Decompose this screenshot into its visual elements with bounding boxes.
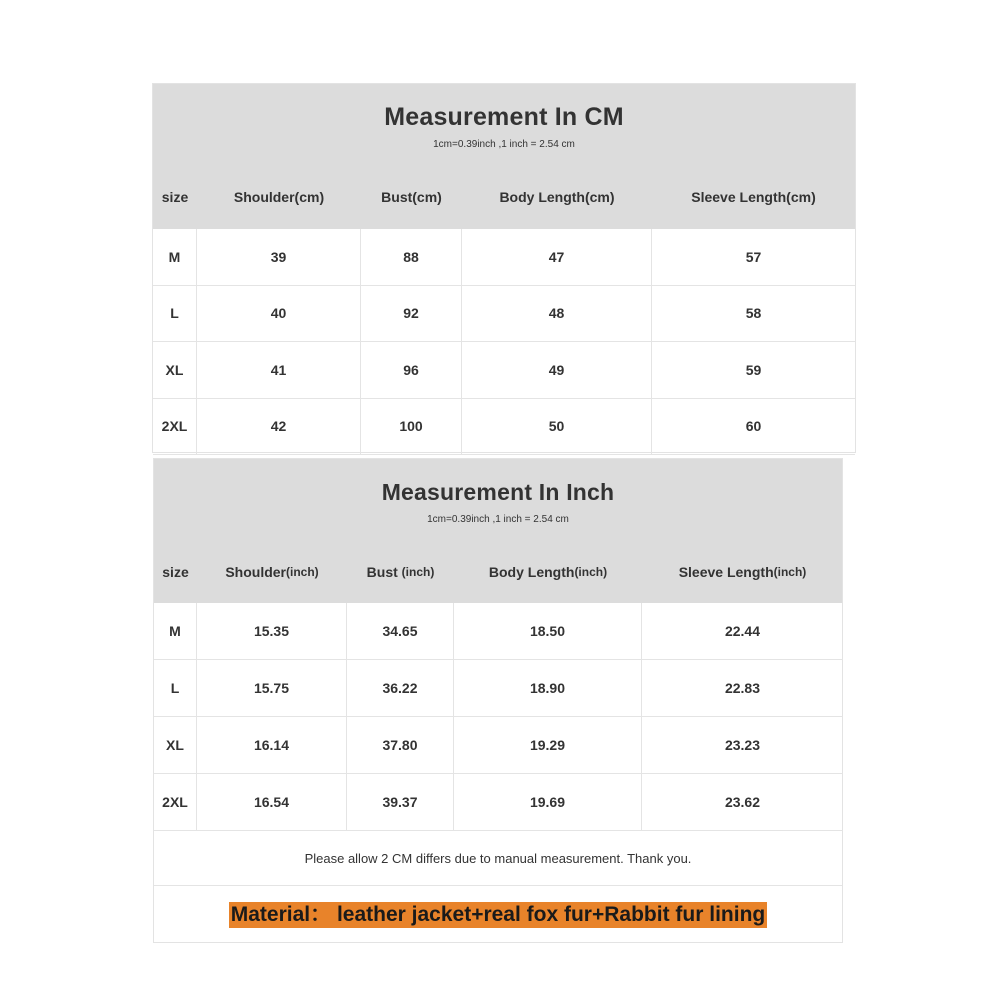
body-length-cell: 47 (462, 229, 652, 286)
table-row (153, 286, 855, 343)
inch-column-headers (154, 547, 842, 597)
cm-table-body (153, 229, 855, 455)
sleeve-length-cell: 22.44 (642, 603, 843, 660)
body-length-cell: 49 (462, 342, 652, 399)
size-cell: XL (154, 717, 197, 774)
column-header-shoulder: Shoulder(cm) (233, 189, 325, 205)
size-cell: M (153, 229, 197, 286)
table-row (153, 342, 855, 399)
shoulder-cell: 16.54 (197, 774, 347, 831)
column-header-unit: (inch) (773, 565, 807, 579)
cm-chart-title: Measurement In CM (384, 103, 624, 131)
bust-cell: 34.65 (347, 603, 454, 660)
size-cell: 2XL (153, 399, 197, 456)
column-header-body-length (454, 547, 642, 597)
column-header-unit: (inch) (286, 565, 319, 579)
column-header-bust (347, 547, 454, 597)
shoulder-cell: 16.14 (197, 717, 347, 774)
inch-size-chart (153, 458, 843, 943)
bust-cell: 92 (361, 286, 462, 343)
inch-chart-subtitle: 1cm=0.39inch ,1 inch = 2.54 cm (427, 514, 569, 525)
body-length-cell: 48 (462, 286, 652, 343)
cm-column-headers (153, 172, 855, 222)
bust-cell: 88 (361, 229, 462, 286)
column-header-unit: (inch) (574, 565, 608, 579)
table-row (154, 660, 842, 717)
bust-cell: 37.80 (347, 717, 454, 774)
shoulder-cell: 15.75 (197, 660, 347, 717)
body-length-cell: 19.29 (454, 717, 642, 774)
sleeve-length-cell: 60 (652, 399, 855, 456)
cm-size-chart (152, 83, 856, 453)
shoulder-cell: 15.35 (197, 603, 347, 660)
table-row (153, 399, 855, 456)
sleeve-length-cell: 59 (652, 342, 855, 399)
table-row (154, 774, 842, 831)
column-header-label: Shoulder (225, 564, 286, 580)
bust-cell: 36.22 (347, 660, 454, 717)
size-cell: L (154, 660, 197, 717)
inch-chart-header (154, 459, 842, 603)
table-row (154, 603, 842, 660)
inch-table-body (154, 603, 842, 831)
sleeve-length-cell: 57 (652, 229, 855, 286)
body-length-cell: 19.69 (454, 774, 642, 831)
column-header-bust: Bust(cm) (381, 189, 442, 205)
cm-chart-header (153, 84, 855, 229)
bust-cell: 100 (361, 399, 462, 456)
table-row (153, 229, 855, 286)
column-header-size (154, 547, 197, 597)
size-cell: 2XL (154, 774, 197, 831)
column-header-label: Bust (366, 564, 402, 580)
inch-chart-title: Measurement In Inch (381, 479, 615, 505)
bust-cell: 96 (361, 342, 462, 399)
column-header-label: Body Length (488, 564, 575, 580)
column-header-body-length: Body Length(cm) (499, 189, 615, 205)
size-cell: L (153, 286, 197, 343)
sleeve-length-cell: 23.23 (642, 717, 843, 774)
size-cell: XL (153, 342, 197, 399)
sleeve-length-cell: 22.83 (642, 660, 843, 717)
column-header-label: size (162, 564, 189, 580)
size-cell: M (154, 603, 197, 660)
column-header-sleeve-length (642, 547, 843, 597)
measurement-note: Please allow 2 CM differs due to manual measurement. Thank you. (154, 831, 842, 886)
material-label: Material： leather jacket+real fox fur+Rabbit fur lining (230, 903, 766, 926)
column-header-unit: (inch) (401, 565, 435, 579)
shoulder-cell: 39 (197, 229, 361, 286)
table-row (154, 717, 842, 774)
material-row (154, 886, 842, 944)
column-header-sleeve-length: Sleeve Length(cm) (691, 189, 816, 205)
body-length-cell: 18.90 (454, 660, 642, 717)
bust-cell: 39.37 (347, 774, 454, 831)
shoulder-cell: 41 (197, 342, 361, 399)
shoulder-cell: 40 (197, 286, 361, 343)
body-length-cell: 18.50 (454, 603, 642, 660)
sleeve-length-cell: 58 (652, 286, 855, 343)
column-header-shoulder (197, 547, 347, 597)
shoulder-cell: 42 (197, 399, 361, 456)
sleeve-length-cell: 23.62 (642, 774, 843, 831)
column-header-label: Sleeve Length (678, 564, 774, 580)
column-header-size: size (161, 189, 189, 205)
cm-chart-subtitle: 1cm=0.39inch ,1 inch = 2.54 cm (433, 139, 575, 150)
body-length-cell: 50 (462, 399, 652, 456)
